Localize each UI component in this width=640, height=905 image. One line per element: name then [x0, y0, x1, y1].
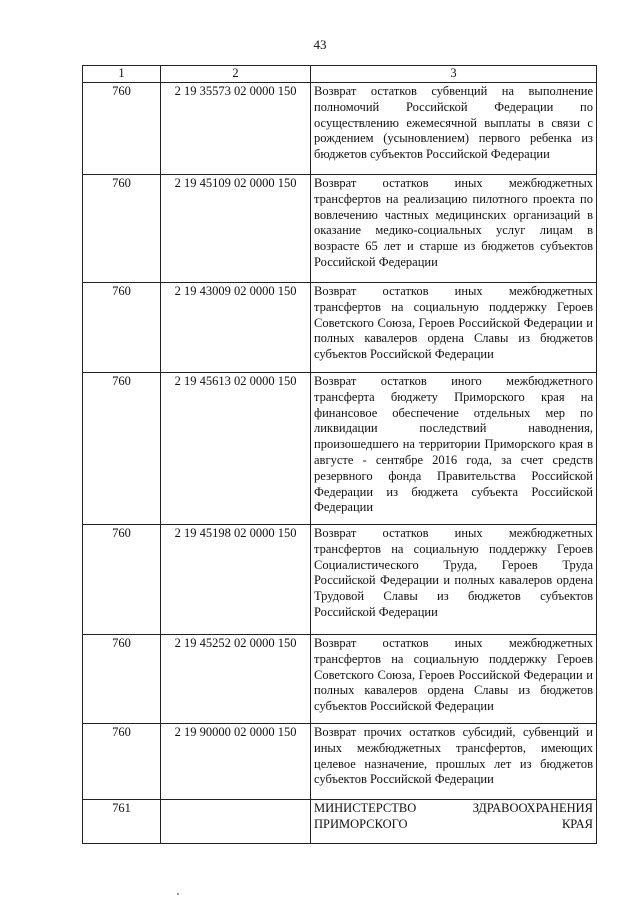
column-header-3: 3 — [311, 66, 597, 83]
budget-code-cell — [161, 800, 311, 844]
table-row — [83, 525, 597, 635]
budget-code-cell: 2 19 43009 02 0000 150 — [161, 283, 311, 373]
column-header-1: 1 — [83, 66, 161, 83]
description-cell: Возврат остатков иных межбюджетных трансфертов на реализацию пилотного проекта по вовлечению частных медицинских организаций в оказание медико-социальных услуг лицам в возрасте 65 лет и старше из бюджетов субъектов Российской Федерации — [311, 175, 597, 283]
table-row — [83, 800, 597, 844]
admin-code-cell: 761 — [83, 800, 161, 844]
table-row — [83, 724, 597, 800]
admin-code-cell: 760 — [83, 635, 161, 724]
budget-code-cell: 2 19 45109 02 0000 150 — [161, 175, 311, 283]
admin-code-cell: 760 — [83, 525, 161, 635]
description-cell: Возврат остатков иных межбюджетных трансфертов на социальную поддержку Героев Советского Союза, Героев Российской Федерации и полных кавалеров ордена Славы из бюджетов субъектов Российской Федерации — [311, 635, 597, 724]
description-cell: Возврат остатков субвенций на выполнение полномочий Российской Федерации по осуществлению ежемесячной выплаты в связи с рождением (усыновлением) первого ребенка из бюджетов субъектов Российской Федерации — [311, 83, 597, 175]
budget-code-cell: 2 19 45252 02 0000 150 — [161, 635, 311, 724]
budget-code-cell: 2 19 90000 02 0000 150 — [161, 724, 311, 800]
ministry-heading-cell: МИНИСТЕРСТВО ЗДРАВООХРАНЕНИЯ ПРИМОРСКОГО КРАЯ — [311, 800, 597, 844]
admin-code-cell: 760 — [83, 83, 161, 175]
budget-classification-table — [82, 65, 597, 844]
admin-code-cell: 760 — [83, 175, 161, 283]
table-row — [83, 175, 597, 283]
table-row — [83, 373, 597, 525]
table-header-row — [83, 66, 597, 83]
table-row — [83, 83, 597, 175]
scan-speck — [177, 893, 179, 895]
description-cell: Возврат остатков иных межбюджетных трансфертов на социальную поддержку Героев Советского Союза, Героев Российской Федерации и полных кавалеров ордена Славы из бюджетов субъектов Российской Федерации — [311, 283, 597, 373]
table-row — [83, 635, 597, 724]
admin-code-cell: 760 — [83, 724, 161, 800]
admin-code-cell: 760 — [83, 373, 161, 525]
column-header-2: 2 — [161, 66, 311, 83]
table-row — [83, 283, 597, 373]
admin-code-cell: 760 — [83, 283, 161, 373]
budget-code-cell: 2 19 35573 02 0000 150 — [161, 83, 311, 175]
budget-code-cell: 2 19 45613 02 0000 150 — [161, 373, 311, 525]
description-cell: Возврат остатков иных межбюджетных трансфертов на социальную поддержку Героев Социалистического Труда, Героев Труда Российской Федерации и полных кавалеров ордена Трудовой Славы из бюджетов субъектов Российской Федерации — [311, 525, 597, 635]
description-cell: Возврат прочих остатков субсидий, субвенций и иных межбюджетных трансфертов, имеющих целевое назначение, прошлых лет из бюджетов субъектов Российской Федерации — [311, 724, 597, 800]
page-number: 43 — [313, 37, 327, 52]
budget-code-cell: 2 19 45198 02 0000 150 — [161, 525, 311, 635]
description-cell: Возврат остатков иного межбюджетного трансферта бюджету Приморского края на финансовое обеспечение отдельных мер по ликвидации последствий наводнения, произошедшего на территории Приморского края в августе - сентябре 2016 года, за счет средств резервного фонда Правительства Российской Федерации из бюджета субъекта Российской Федерации — [311, 373, 597, 525]
